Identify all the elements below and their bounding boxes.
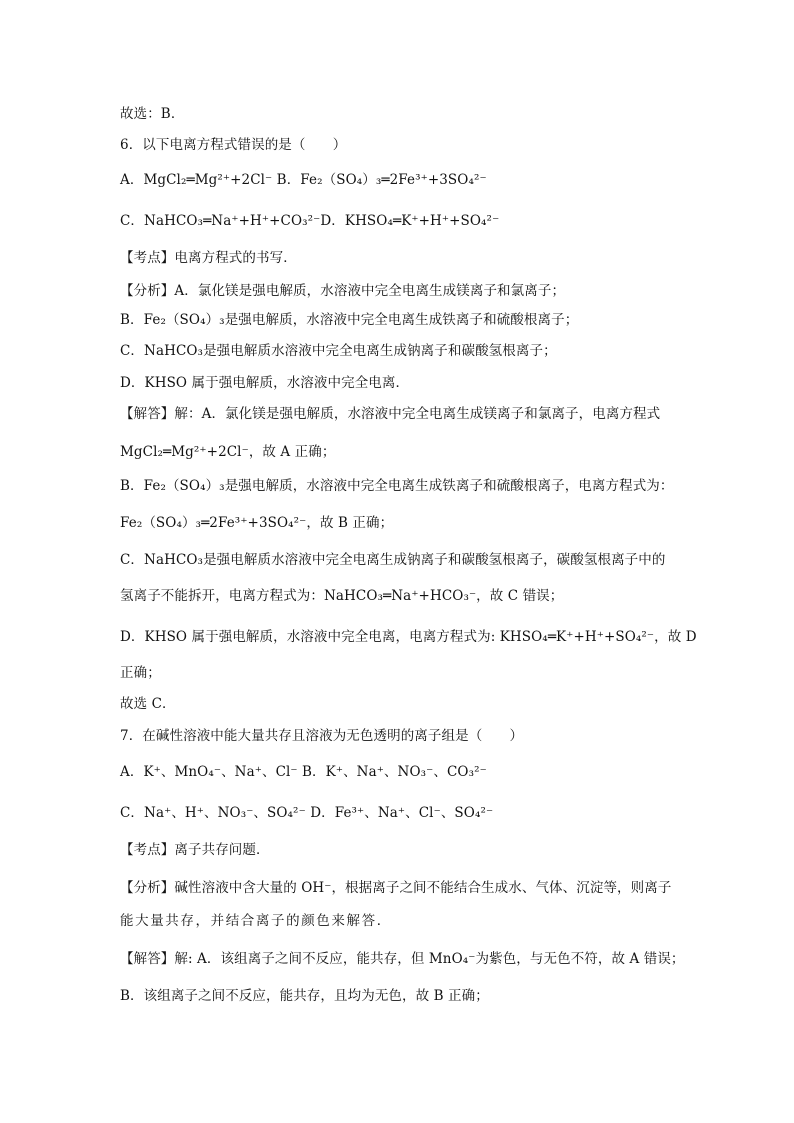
analysis-line: 【分析】碱性溶液中含大量的 OH⁻，根据离子之间不能结合生成水、气体、沉淀等，则离子 <box>120 880 672 896</box>
solution-line: Fe₂（SO₄）₃═2Fe³⁺+3SO₄²⁻，故 B 正确； <box>120 515 394 531</box>
solution-line: 氢离子不能拆开，电离方程式为：NaHCO₃═Na⁺+HCO₃⁻，故 C 错误； <box>120 588 564 604</box>
answer-line: 故选 C． <box>120 696 176 712</box>
question-6-options-cd: C．NaHCO₃═Na⁺+H⁺+CO₃²⁻D．KHSO₄═K⁺+H⁺+SO₄²⁻ <box>120 213 500 229</box>
solution-line: C．NaHCO₃是强电解质水溶液中完全电离生成钠离子和碳酸氢根离子，碳酸氢根离子中的 <box>120 552 666 568</box>
question-7-options-ab: A．K⁺、MnO₄⁻、Na⁺、Cl⁻ B．K⁺、Na⁺、NO₃⁻、CO₃²⁻ <box>120 764 487 780</box>
solution-line: 正确； <box>120 665 161 681</box>
question-6-options-ab: A．MgCl₂═Mg²⁺+2Cl⁻ B．Fe₂（SO₄）₃═2Fe³⁺+3SO₄²⁻ <box>120 172 487 188</box>
solution-line: 【解答】解：A．氯化镁是强电解质，水溶液中完全电离生成镁离子和氯离子，电离方程式 <box>120 406 661 422</box>
analysis-line: 能大量共存，并结合离子的颜色来解答． <box>120 913 392 929</box>
knowledge-point: 【考点】离子共存问题． <box>120 842 270 858</box>
analysis-line: D．KHSO 属于强电解质，水溶液中完全电离． <box>120 375 410 391</box>
analysis-line: C．NaHCO₃是强电解质水溶液中完全电离生成钠离子和碳酸氢根离子； <box>120 343 557 359</box>
analysis-line: B．Fe₂（SO₄）₃是强电解质，水溶液中完全电离生成铁离子和硫酸根离子； <box>120 312 579 328</box>
solution-line: MgCl₂═Mg²⁺+2Cl⁻，故 A 正确； <box>120 444 336 460</box>
question-6-stem: 6．以下电离方程式错误的是（ ） <box>120 137 347 153</box>
solution-line: 【解答】解: A．该组离子之间不反应，能共存，但 MnO₄⁻为紫色，与无色不符，故 A 错误； <box>120 951 685 967</box>
solution-line: B．该组离子之间不反应，能共存，且均为无色，故 B 正确； <box>120 988 489 1004</box>
solution-line: B．Fe₂（SO₄）₃是强电解质，水溶液中完全电离生成铁离子和硫酸根离子，电离方程式为： <box>120 478 674 494</box>
analysis-line: 【分析】A．氯化镁是强电解质，水溶液中完全电离生成镁离子和氯离子； <box>120 283 566 299</box>
question-7-options-cd: C．Na⁺、H⁺、NO₃⁻、SO₄²⁻ D．Fe³⁺、Na⁺、Cl⁻、SO₄²⁻ <box>120 805 494 821</box>
solution-line: D．KHSO 属于强电解质，水溶液中完全电离，电离方程式为: KHSO₄═K⁺+H⁺+SO₄²⁻，故 D <box>120 629 697 645</box>
knowledge-point: 【考点】电离方程式的书写． <box>120 250 297 266</box>
text-line: 故选：B． <box>120 106 185 122</box>
question-7-stem: 7．在碱性溶液中能大量共存且溶液为无色透明的离子组是（ ） <box>120 728 524 744</box>
